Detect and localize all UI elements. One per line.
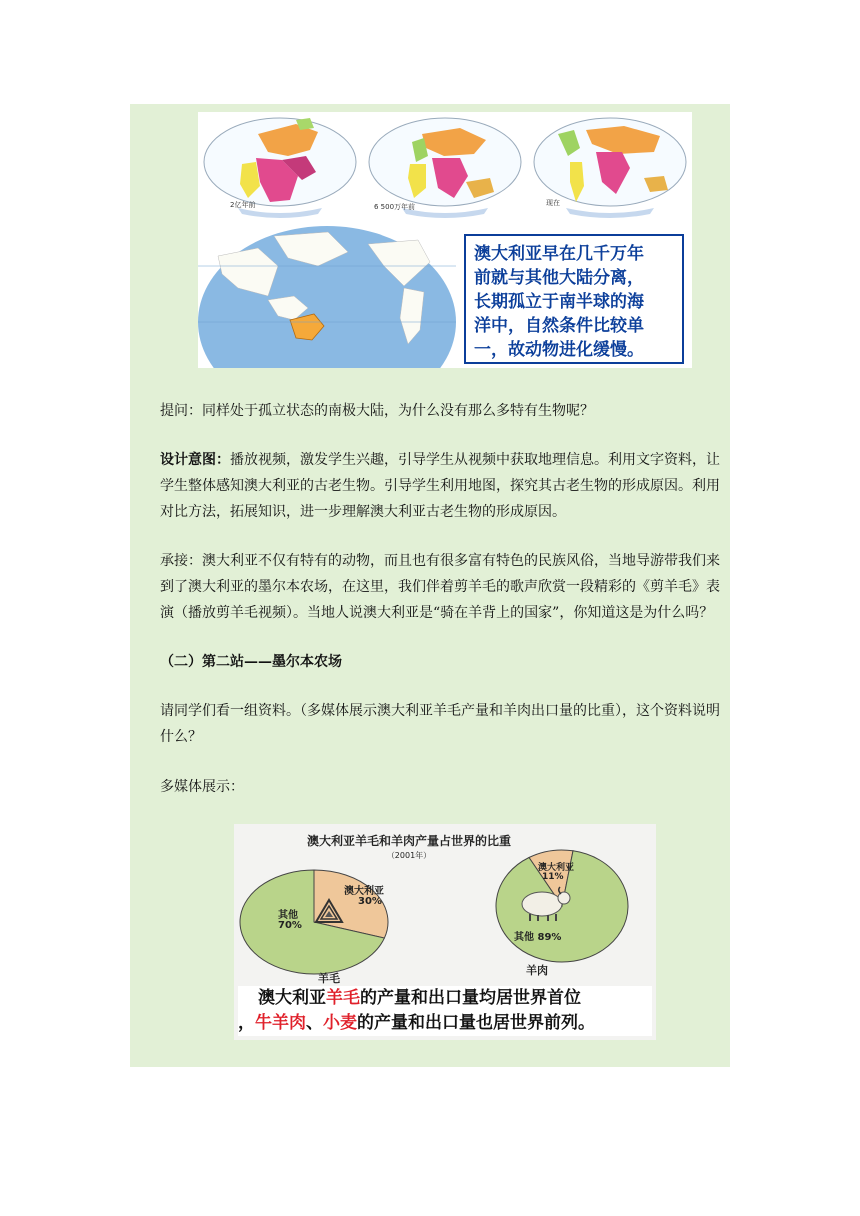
media-label: 多媒体展示： bbox=[160, 779, 244, 795]
content-panel bbox=[130, 104, 730, 1067]
world-map bbox=[198, 226, 456, 368]
design-intent-text: 播放视频，激发学生兴趣，引导学生从视频中获取地理信息。利用文字资料，让学生整体感知澳大利亚的古老生物。引导学生利用地图，探究其古老生物的形成原因。利用对比方法，拓展知识，进一步理解澳大利亚古老生物的形成原因。 bbox=[160, 452, 720, 520]
wool-other-label: 其他 bbox=[278, 910, 298, 921]
chart-banner bbox=[238, 986, 652, 1036]
mutton-au-label: 澳大利亚 bbox=[538, 863, 575, 873]
transition-paragraph: 承接：澳大利亚不仅有特有的动物，而且也有很多富有特色的民族风俗，当地导游带我们来到了澳大利亚的墨尔本农场，在这里，我们伴着剪羊毛的歌声欣赏一段精彩的《剪羊毛》表演（播放剪羊毛视频）。当地人说澳大利亚是“骑在羊背上的国家”，你知道这是为什么吗？ bbox=[160, 553, 720, 621]
info-line: 长期孤立于南半球的海 bbox=[474, 292, 644, 312]
chart-title: 澳大利亚羊毛和羊肉产量占世界的比重 bbox=[306, 834, 511, 848]
banner-text: 的产量和出口量也居世界前列。 bbox=[357, 1013, 595, 1033]
question-paragraph: 提问：同样处于孤立状态的南极大陆，为什么没有那么多特有生物呢？ bbox=[160, 403, 594, 419]
banner-text: 澳大利亚 bbox=[258, 988, 326, 1008]
sheep-icon bbox=[518, 884, 574, 922]
info-line: 一，故动物进化缓慢。 bbox=[474, 340, 644, 360]
wool-au-pct: 30% bbox=[358, 896, 382, 907]
continental-drift-maps bbox=[198, 112, 692, 220]
pie-charts bbox=[234, 824, 656, 986]
mutton-other-label: 其他 89% bbox=[514, 932, 562, 943]
banner-text: 的产量和出口量均居世界首位 bbox=[360, 988, 581, 1008]
section-heading: （二）第二站——墨尔本农场 bbox=[160, 654, 342, 670]
banner-line-2 bbox=[238, 1011, 652, 1036]
wool-symbol-icon bbox=[314, 898, 344, 924]
wool-other-pct: 70% bbox=[278, 920, 302, 931]
mutton-pie-title: 羊肉 bbox=[526, 964, 548, 977]
banner-line-1 bbox=[238, 986, 652, 1011]
design-intent-label: 设计意图： bbox=[160, 452, 230, 468]
mutton-au-pct: 11% bbox=[542, 872, 564, 882]
banner-highlight: 牛羊肉 bbox=[255, 1013, 306, 1033]
info-line: 洋中，自然条件比较单 bbox=[474, 316, 644, 336]
info-line: 前就与其他大陆分离， bbox=[474, 268, 644, 288]
wool-pie-title: 羊毛 bbox=[318, 972, 340, 985]
map-caption-2: 6 500万年前 bbox=[374, 203, 416, 211]
banner-text: ， bbox=[238, 1013, 255, 1033]
wool-au-label: 澳大利亚 bbox=[344, 886, 384, 897]
design-intent-paragraph bbox=[160, 447, 730, 525]
continental-drift-figure bbox=[198, 112, 692, 368]
map-caption-3: 现在 bbox=[546, 199, 560, 207]
chart-subtitle: （2001年） bbox=[386, 851, 432, 860]
banner-text: 、 bbox=[306, 1013, 323, 1033]
wool-mutton-chart bbox=[234, 824, 656, 1040]
prompt-paragraph: 请同学们看一组资料。（多媒体展示澳大利亚羊毛产量和羊肉出口量的比重），这个资料说明什么？ bbox=[160, 703, 720, 745]
banner-highlight: 小麦 bbox=[323, 1013, 357, 1033]
map-caption-1: 2亿年前 bbox=[230, 201, 256, 209]
info-box bbox=[464, 234, 684, 364]
info-line: 澳大利亚早在几千万年 bbox=[474, 244, 644, 264]
banner-highlight: 羊毛 bbox=[326, 988, 360, 1008]
